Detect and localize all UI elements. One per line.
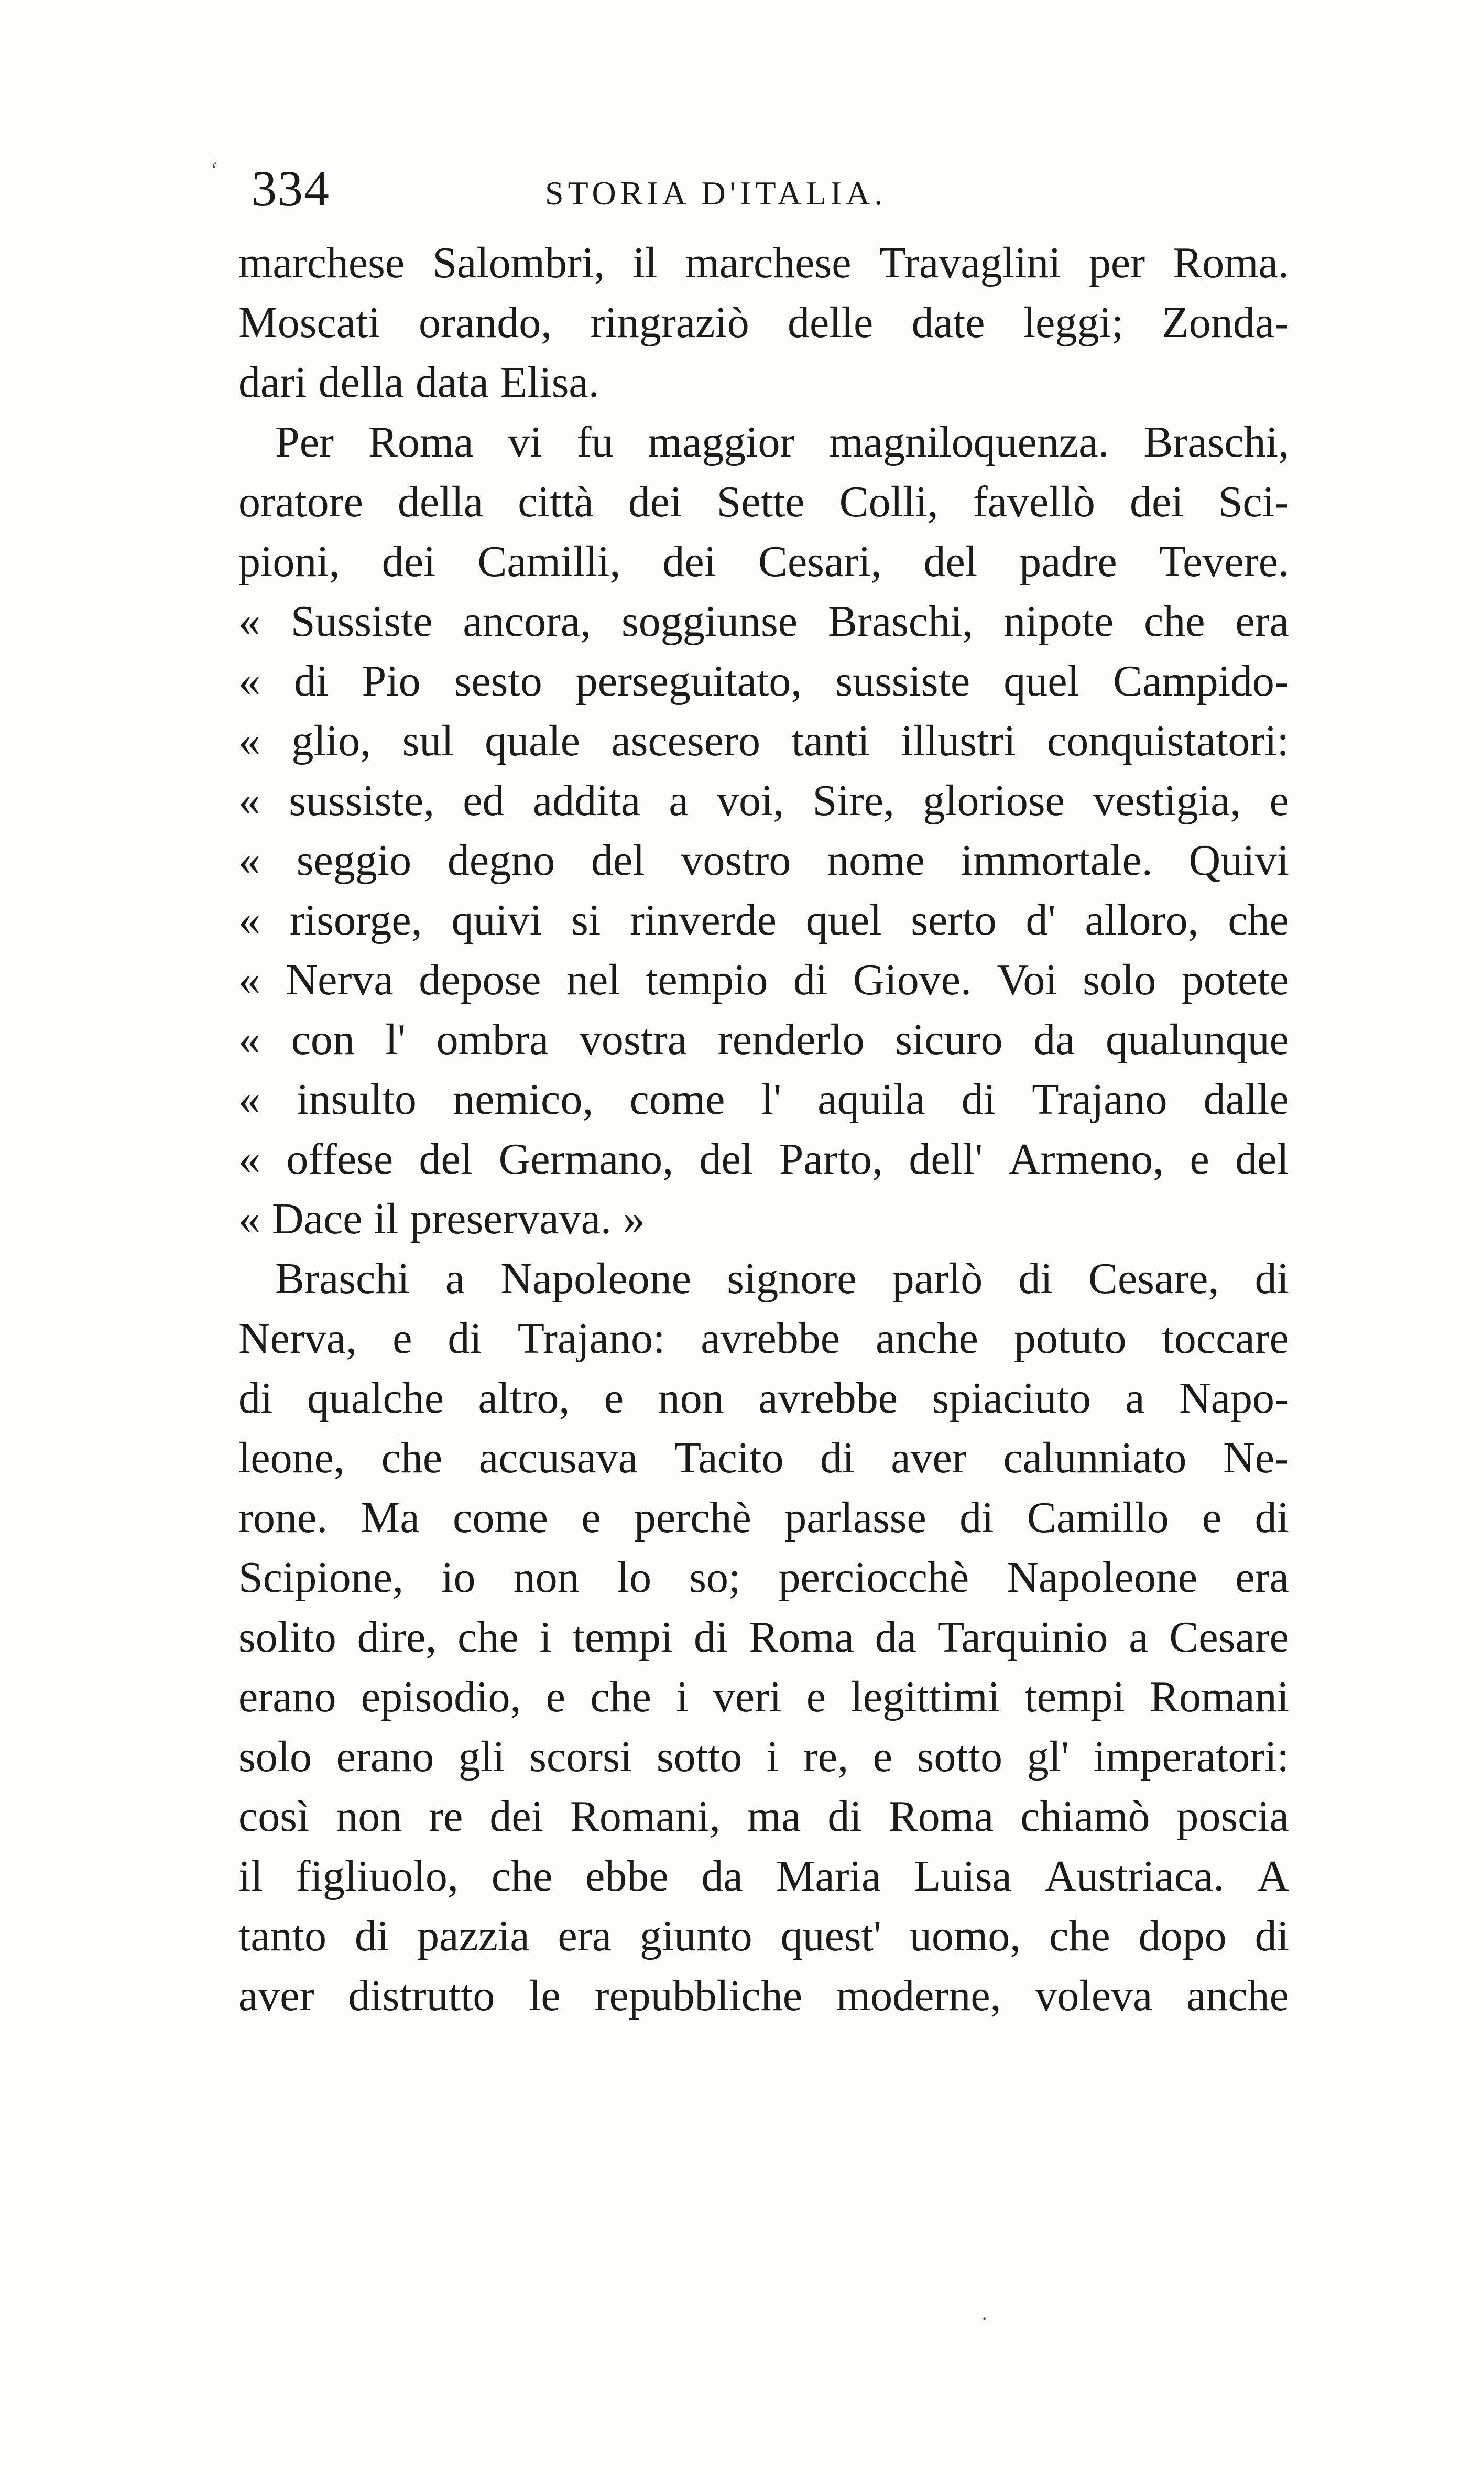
text-line: erano episodio, e che i veri e legittimi tempi Romani <box>238 1673 1289 1721</box>
text-line: Moscati orando, ringraziò delle date leggi; Zonda- <box>238 298 1289 347</box>
margin-speck: · <box>981 2307 988 2330</box>
text-line: « seggio degno del vostro nome immortale. Quivi <box>238 836 1289 885</box>
text-line: solo erano gli scorsi sotto i re, e sotto gl' imperatori: <box>238 1732 1289 1781</box>
text-body <box>238 233 1289 2026</box>
text-line: di qualche altro, e non avrebbe spiaciuto a Napo- <box>238 1374 1289 1423</box>
text-line: tanto di pazzia era giunto quest' uomo, che dopo di <box>238 1912 1289 1960</box>
text-line: solito dire, che i tempi di Roma da Tarquinio a Cesare <box>238 1613 1289 1662</box>
margin-speck: ‘ <box>211 158 218 181</box>
text-line: « Dace il preservava. » <box>238 1195 645 1243</box>
text-line: Braschi a Napoleone signore parlò di Cesare, di <box>275 1254 1289 1303</box>
text-line: marchese Salombri, il marchese Travaglini per Roma. <box>238 238 1289 287</box>
text-line: rone. Ma come e perchè parlasse di Camillo e di <box>238 1493 1289 1542</box>
text-line: « Nerva depose nel tempio di Giove. Voi solo potete <box>238 956 1289 1004</box>
running-title: STORIA D'ITALIA. <box>545 175 887 212</box>
text-line: « Sussiste ancora, soggiunse Braschi, nipote che era <box>238 597 1289 646</box>
page-number: 334 <box>252 160 330 216</box>
text-line: leone, che accusava Tacito di aver calunniato Ne- <box>238 1434 1289 1482</box>
text-line: aver distrutto le repubbliche moderne, voleva anche <box>238 1971 1289 2020</box>
text-line: dari della data Elisa. <box>238 358 599 407</box>
text-line: pioni, dei Camilli, dei Cesari, del padre Tevere. <box>238 537 1289 586</box>
text-line: il figliuolo, che ebbe da Maria Luisa Austriaca. A <box>238 1852 1289 1901</box>
text-line: Scipione, io non lo so; perciocchè Napoleone era <box>238 1553 1289 1602</box>
text-line: « insulto nemico, come l' aquila di Trajano dalle <box>238 1075 1289 1124</box>
text-line: oratore della città dei Sette Colli, favellò dei Sci- <box>238 477 1289 526</box>
text-line: « glio, sul quale ascesero tanti illustri conquistatori: <box>238 717 1289 765</box>
text-line: « sussiste, ed addita a voi, Sire, gloriose vestigia, e <box>238 776 1289 825</box>
text-line: « offese del Germano, del Parto, dell' Armeno, e del <box>238 1135 1289 1184</box>
text-line: Per Roma vi fu maggior magniloquenza. Braschi, <box>275 418 1289 466</box>
page-header <box>252 157 1300 231</box>
text-line: così non re dei Romani, ma di Roma chiamò poscia <box>238 1792 1289 1841</box>
text-line: « con l' ombra vostra renderlo sicuro da qualunque <box>238 1015 1289 1064</box>
text-line: Nerva, e di Trajano: avrebbe anche potuto toccare <box>238 1314 1289 1363</box>
text-line: « di Pio sesto perseguitato, sussiste quel Campido- <box>238 657 1289 705</box>
text-line: « risorge, quivi si rinverde quel serto d' alloro, che <box>238 896 1289 945</box>
